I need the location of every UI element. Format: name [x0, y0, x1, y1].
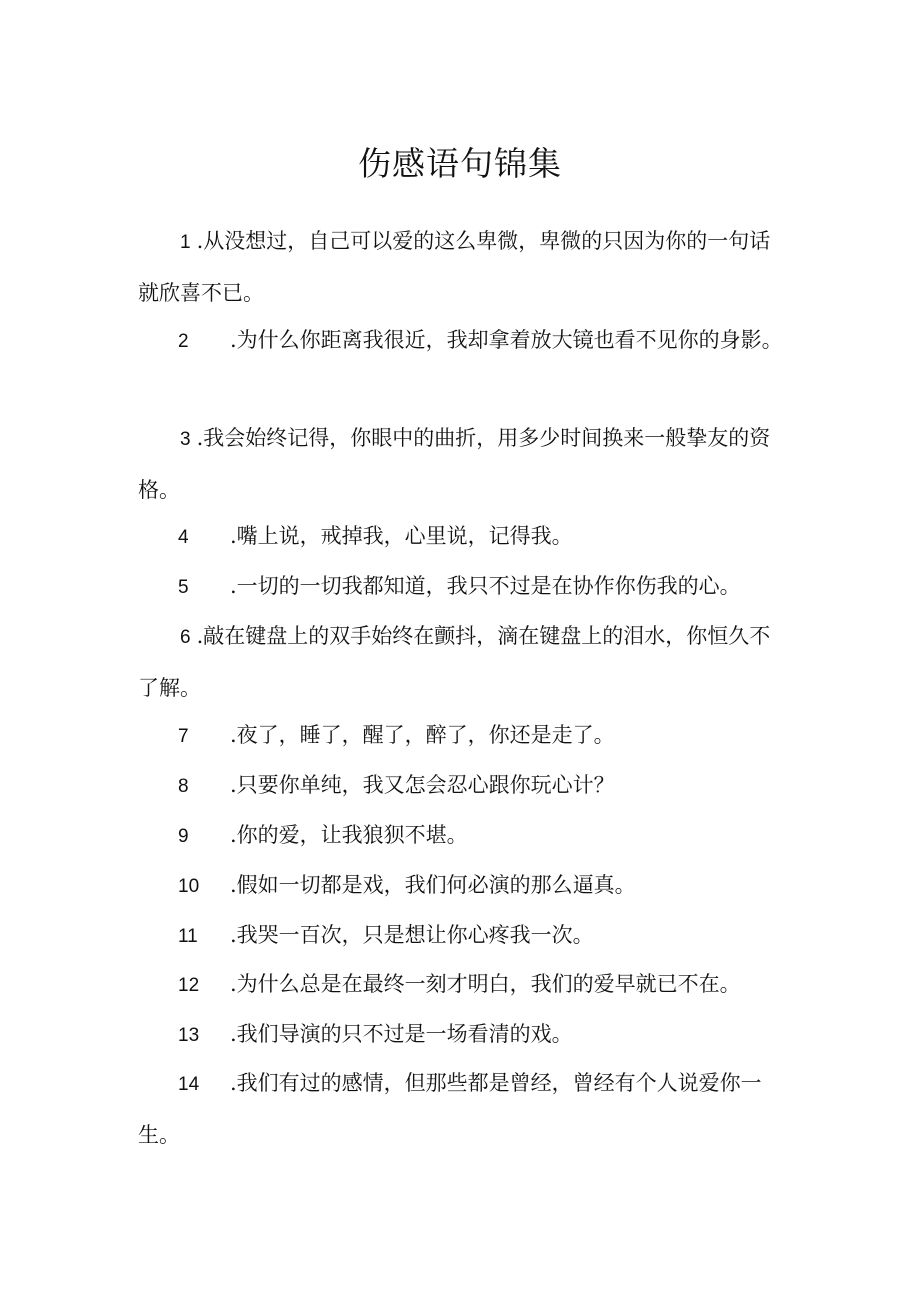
item-number: 3	[180, 429, 191, 450]
item-number: 14	[178, 1074, 200, 1095]
item-number: 9	[178, 826, 189, 847]
list-item	[138, 216, 783, 318]
item-number: 4	[178, 527, 189, 548]
item-number: 6	[180, 627, 191, 648]
list-item	[138, 760, 783, 812]
list-item	[138, 810, 783, 862]
item-text: .为什么总是在最终一刻才明白，我们的爱早就已不在。	[230, 972, 741, 996]
item-number: 11	[178, 926, 198, 947]
item-text: .夜了，睡了，醒了，醉了，你还是走了。	[230, 723, 615, 747]
item-text: .我们有过的感情，但那些都是曾经，曾经有个人说爱你一生。	[138, 1071, 762, 1147]
item-text: .我哭一百次，只是想让你心疼我一次。	[230, 923, 594, 947]
list-item	[138, 1009, 783, 1061]
item-number: 12	[178, 975, 200, 996]
item-text: .我们导演的只不过是一场看清的戏。	[230, 1022, 573, 1046]
list-item	[138, 910, 783, 962]
item-text: .一切的一切我都知道，我只不过是在协作你伤我的心。	[230, 574, 741, 598]
list-item	[138, 413, 783, 515]
list-item	[138, 511, 783, 563]
item-text: .敲在键盘上的双手始终在颤抖，滴在键盘上的泪水，你恒久不了解。	[138, 624, 771, 700]
document-title: 伤感语句锦集	[358, 144, 562, 183]
list-item	[138, 959, 783, 1011]
item-text: .为什么你距离我很近，我却拿着放大镜也看不见你的身影。	[230, 328, 783, 352]
list-item	[138, 1058, 783, 1160]
item-text: .我会始终记得，你眼中的曲折，用多少时间换来一般挚友的资格。	[138, 426, 771, 502]
item-number: 7	[178, 726, 189, 747]
item-text: .你的爱，让我狼狈不堪。	[230, 823, 468, 847]
item-number: 8	[178, 776, 189, 797]
item-number: 10	[178, 876, 200, 897]
item-number: 1	[180, 232, 191, 253]
item-number: 5	[178, 577, 189, 598]
item-text: .从没想过，自己可以爱的这么卑微，卑微的只因为你的一句话就欣喜不已。	[138, 229, 771, 305]
list-item	[138, 710, 783, 762]
item-number: 13	[178, 1025, 200, 1046]
list-item	[138, 860, 783, 912]
item-text: .假如一切都是戏，我们何必演的那么逼真。	[230, 873, 636, 897]
item-text: .只要你单纯，我又怎会忍心跟你玩心计？	[230, 773, 615, 797]
list-item	[138, 611, 783, 713]
list-item	[138, 315, 783, 367]
item-text: .嘴上说，戒掉我，心里说，记得我。	[230, 524, 573, 548]
list-item	[138, 561, 783, 613]
item-number: 2	[178, 331, 189, 352]
